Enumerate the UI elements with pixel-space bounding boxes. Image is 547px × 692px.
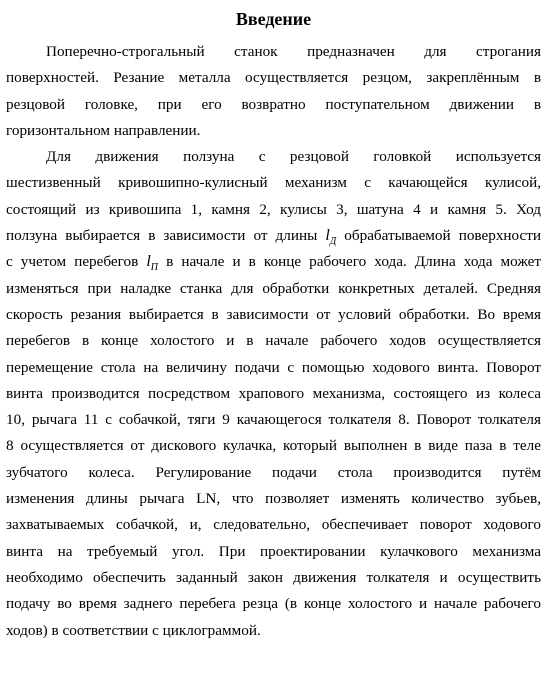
text-line: состоящий из кривошипа 1, камня 2, кулисы 3, шатуна 4 и камня 5. Ход bbox=[6, 200, 541, 218]
text-line: перебегов в конце холостого и в начале рабочего ходов осуществляется bbox=[6, 332, 541, 350]
text-line: шестизвенный кривошипно-кулисный механизм с качающейся кулисой, bbox=[6, 174, 541, 192]
document-title: Введение bbox=[235, 9, 312, 29]
text-line: перемещение стола на величину подачи с помощью ходового винта. Поворот bbox=[6, 358, 541, 376]
text-line: захватываемых собачкой, и, следовательно, обеспечивает поворот ходового bbox=[6, 516, 541, 534]
text-fragment: в начале и в конце рабочего хода. Длина хода может bbox=[166, 253, 541, 271]
text-line: 10, рычага 11 с собачкой, тяги 9 качающегося толкателя 8. Поворот толкателя bbox=[6, 411, 541, 429]
text-line: необходимо обеспечить заданный закон движения толкателя и осуществить bbox=[6, 568, 541, 586]
formula-variable bbox=[146, 253, 159, 274]
formula-variable bbox=[325, 227, 337, 248]
variable-subscript: Д bbox=[329, 236, 337, 248]
variable-subscript: П bbox=[150, 262, 159, 274]
variable-symbol: l bbox=[325, 227, 330, 245]
text-line: 8 осуществляется от дискового кулачка, который выполнен в виде паза в теле bbox=[6, 437, 541, 455]
text-fragment: с учетом перебегов bbox=[6, 253, 139, 271]
text-line: Поперечно-строгальный станок предназначен для строгания bbox=[46, 43, 541, 60]
text-line-with-formula bbox=[6, 249, 541, 275]
text-line: подачу во время заднего перебега резца (в конце холостого и начале рабочего bbox=[6, 595, 541, 613]
document-body bbox=[6, 39, 541, 644]
text-fragment: обрабатываемой поверхности bbox=[344, 227, 542, 245]
text-fragment: ползуна выбирается в зависимости от длины bbox=[6, 227, 318, 245]
text-line: резцовой головке, при его возвратно поступательном движении в bbox=[6, 95, 541, 113]
text-line: ходов) в соответствии с циклограммой. bbox=[6, 621, 261, 639]
text-line: скорость резания выбирается в зависимости от условий обработки. Во время bbox=[6, 305, 541, 323]
text-line: Для движения ползуна с резцовой головкой используется bbox=[46, 148, 541, 166]
text-line: винта на требуемый угол. При проектировании кулачкового механизма bbox=[6, 542, 541, 560]
text-line: изменяться при наладке станка для обработки конкретных деталей. Средняя bbox=[6, 279, 541, 297]
variable-symbol: l bbox=[146, 253, 151, 271]
text-line-with-formula bbox=[6, 223, 541, 249]
text-line: изменения длины рычага LN, что позволяет изменять количество зубьев, bbox=[6, 490, 541, 508]
text-line: поверхностей. Резание металла осуществляется резцом, закреплённым в bbox=[6, 69, 541, 87]
text-line: зубчатого колеса. Регулирование подачи стола производится путём bbox=[6, 463, 541, 481]
text-line: винта производится посредством храпового механизма, состоящего из колеса bbox=[6, 384, 541, 402]
text-line: горизонтальном направлении. bbox=[6, 121, 201, 139]
